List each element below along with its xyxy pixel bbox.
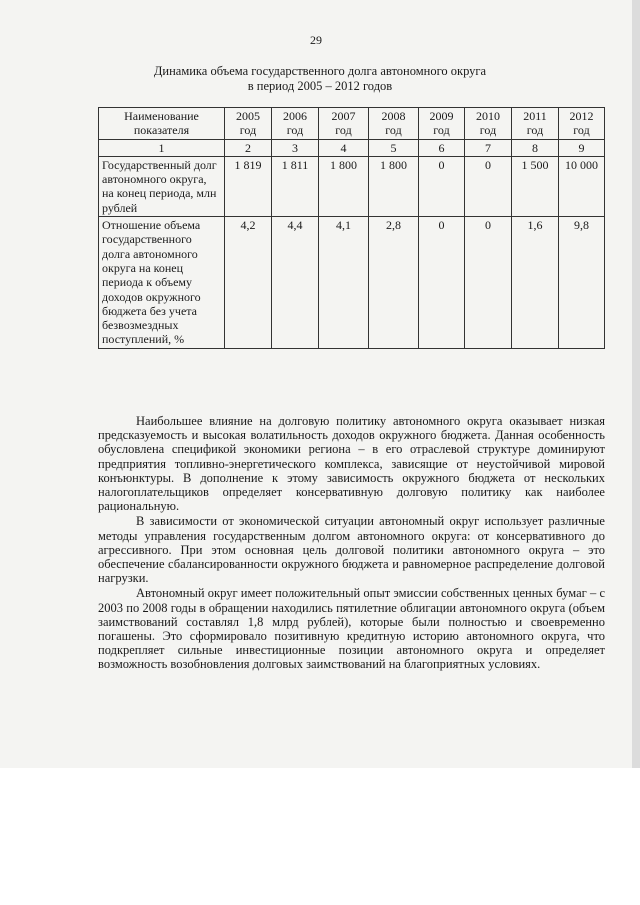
table-cell: 4,2	[225, 217, 272, 349]
debt-table	[98, 107, 605, 349]
column-number: 7	[465, 139, 512, 156]
header-year: 2011 год	[512, 108, 559, 140]
table-cell: 10 000	[559, 156, 605, 216]
column-number: 9	[559, 139, 605, 156]
header-indicator-name: Наименование показателя	[99, 108, 225, 140]
header-year: 2009 год	[419, 108, 465, 140]
table-row-debt-amount	[99, 156, 605, 216]
row-label: Отношение объема государственного долга автономного округа на конец периода к объему доходов окружного бюджета без учета безвозмездных поступлений, %	[99, 217, 225, 349]
page-number: 29	[310, 33, 322, 47]
table-header-row	[99, 108, 605, 140]
column-number: 6	[419, 139, 465, 156]
body-text	[98, 414, 605, 673]
table-cell: 1,6	[512, 217, 559, 349]
table-title-line-2: в период 2005 – 2012 годов	[247, 79, 393, 93]
header-year: 2010 год	[465, 108, 512, 140]
column-number: 4	[319, 139, 369, 156]
paragraph: Автономный округ имеет положительный опыт эмиссии собственных ценных бумаг – с 2003 по 2008 годы в обращении находились пятилетние облигации автономного округа (объем заимствований составлял 1,8 млрд рублей), которые были полностью и своевременно погашены. Это сформировало позитивную кредитную историю автономного округа, что подкрепляет сильные инвестиционные позиции автономного округа и определяет возможность возобновления долговых заимствований на благоприятных условиях.	[98, 586, 605, 672]
row-label: Государственный долг автономного округа, на конец периода, млн рублей	[99, 156, 225, 216]
header-year: 2007 год	[319, 108, 369, 140]
table-cell: 1 811	[272, 156, 319, 216]
table-cell: 1 500	[512, 156, 559, 216]
scan-edge	[632, 0, 640, 768]
table-cell: 0	[419, 156, 465, 216]
table-row-debt-ratio	[99, 217, 605, 349]
header-year: 2005 год	[225, 108, 272, 140]
column-number: 5	[369, 139, 419, 156]
column-number: 2	[225, 139, 272, 156]
table-cell: 0	[465, 217, 512, 349]
table-cell: 1 800	[319, 156, 369, 216]
table-cell: 4,4	[272, 217, 319, 349]
table-cell: 0	[419, 217, 465, 349]
table-cell: 1 819	[225, 156, 272, 216]
header-year: 2008 год	[369, 108, 419, 140]
table-cell: 1 800	[369, 156, 419, 216]
column-number: 1	[99, 139, 225, 156]
table-title	[100, 64, 540, 94]
table-cell: 0	[465, 156, 512, 216]
header-year: 2012 год	[559, 108, 605, 140]
table-cell: 2,8	[369, 217, 419, 349]
paragraph: В зависимости от экономической ситуации автономный округ использует различные методы управления государственным долгом автономного округа: от консервативного до агрессивного. При этом основная цель долговой политики автономного округа – это обеспечение сбалансированности окружного бюджета и равномерное распределение долговой нагрузки.	[98, 514, 605, 586]
table-title-line-1: Динамика объема государственного долга автономного округа	[153, 64, 487, 78]
paragraph: Наибольшее влияние на долговую политику автономного округа оказывает низкая предсказуемость и высокая волатильность доходов окружного бюджета. Данная особенность обусловлена спецификой экономики региона – в его отраслевой структуре доминируют предприятия топливно-энергетического комплекса, зависящие от неустойчивой мировой конъюнктуры. В дополнение к этому зависимость окружного бюджета от нескольких налогоплательщиков определяет консервативную долговую политику как наиболее рациональную.	[98, 414, 605, 514]
table-cell: 4,1	[319, 217, 369, 349]
header-year: 2006 год	[272, 108, 319, 140]
column-number: 8	[512, 139, 559, 156]
column-number-row	[99, 139, 605, 156]
column-number: 3	[272, 139, 319, 156]
table-cell: 9,8	[559, 217, 605, 349]
